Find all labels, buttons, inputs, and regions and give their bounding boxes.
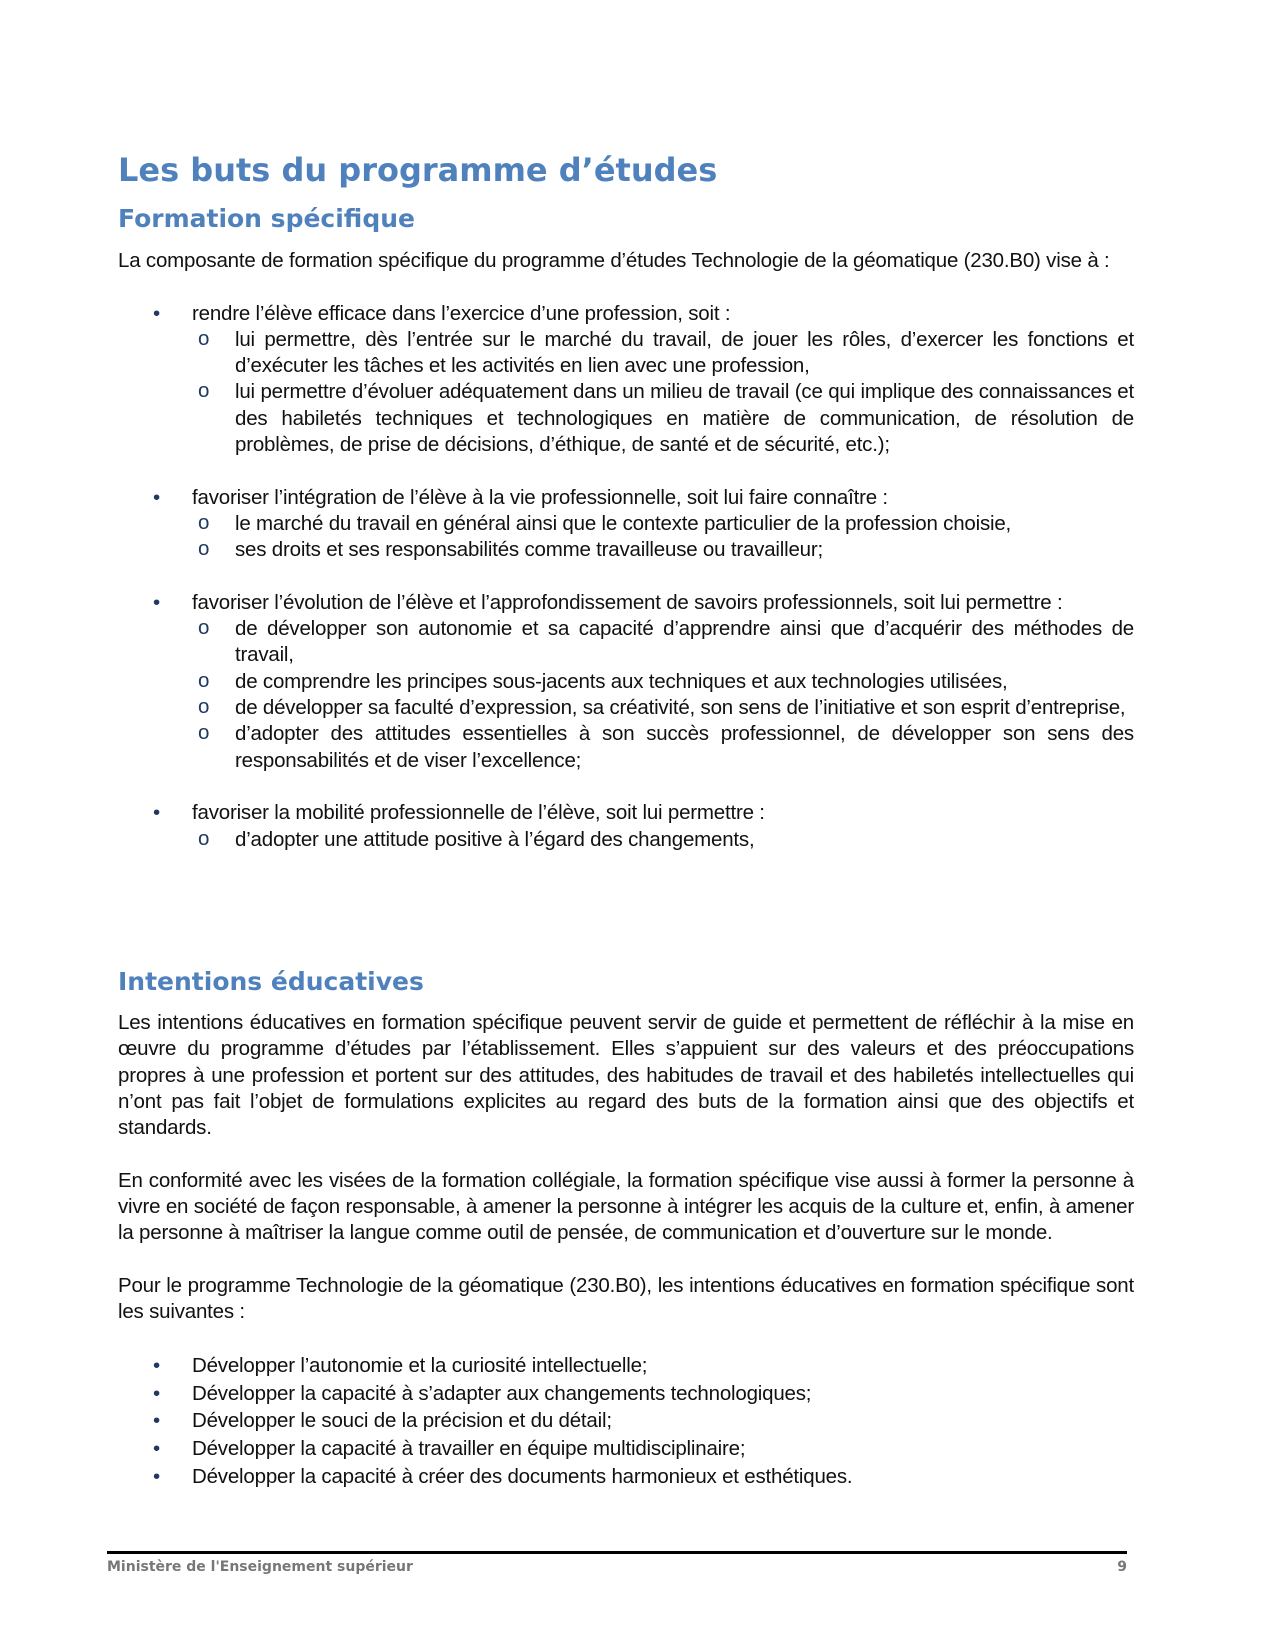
- goal-sub-item: [118, 721, 1134, 774]
- sub-bullet-icon: o: [198, 616, 210, 640]
- list-item-text: de développer son autonomie et sa capacité d’apprendre ainsi que d’acquérir des méthodes de travail,: [235, 617, 1134, 667]
- goal-sub-item: [118, 327, 1134, 380]
- list-item-text: lui permettre d’évoluer adéquatement dans un milieu de travail (ce qui implique des connaissances et des habiletés techniques et technologiques en matière de communication, de résolution de problèmes, de prise de décisions, d’éthique, de santé et de sécurité, etc.);: [235, 380, 1134, 457]
- intentions-list: [118, 1352, 1134, 1491]
- list-item-text: Développer la capacité à s’adapter aux changements technologiques;: [192, 1381, 812, 1405]
- bullet-icon: •: [153, 1353, 160, 1377]
- goal-item: [118, 485, 1134, 511]
- list-item-text: d’adopter une attitude positive à l’égard des changements,: [235, 827, 755, 851]
- list-item-text: ses droits et ses responsabilités comme travailleuse ou travailleur;: [235, 538, 823, 562]
- sub-bullet-icon: o: [198, 695, 210, 719]
- intention-item: [118, 1380, 1134, 1408]
- list-item-text: de développer sa faculté d’expression, sa créativité, son sens de l’initiative et son esprit d’entreprise,: [235, 696, 1126, 720]
- bullet-icon: •: [153, 1437, 160, 1461]
- intention-item: [118, 1352, 1134, 1380]
- intention-item: [118, 1407, 1134, 1435]
- intro-paragraph: La composante de formation spécifique du programme d’études Technologie de la géomatique (230.B0) vise à :: [118, 249, 1110, 272]
- list-item-text: favoriser l’intégration de l’élève à la vie professionnelle, soit lui faire connaître :: [192, 485, 888, 509]
- goals-list: [118, 301, 1134, 853]
- page-number: 9: [1117, 1559, 1127, 1575]
- spacer: [118, 564, 1134, 590]
- bullet-icon: •: [153, 1465, 160, 1489]
- section-intentions-body: [118, 1010, 1134, 1491]
- goal-sub-item: [118, 827, 1134, 853]
- goal-item: [118, 301, 1134, 327]
- page-footer: [107, 1559, 1127, 1575]
- list-item-text: le marché du travail en général ainsi que le contexte particulier de la profession choisie,: [235, 511, 1012, 535]
- goal-sub-item: [118, 379, 1134, 458]
- list-item-text: favoriser l’évolution de l’élève et l’approfondissement de savoirs professionnels, soit lui permettre :: [192, 590, 1063, 614]
- page-title: Les buts du programme d’études: [118, 151, 718, 189]
- section-heading-intentions: Intentions éducatives: [118, 967, 424, 996]
- list-item-text: d’adopter des attitudes essentielles à son succès professionnel, de développer son sens des responsabilités et de viser l’excellence;: [235, 722, 1134, 772]
- goal-sub-item: [118, 695, 1134, 721]
- list-item-text: Développer le souci de la précision et du détail;: [192, 1409, 612, 1433]
- list-item-text: de comprendre les principes sous-jacents aux techniques et aux technologies utilisées,: [235, 669, 1008, 693]
- bullet-icon: •: [153, 1409, 160, 1433]
- goal-sub-item: [118, 616, 1134, 669]
- list-item-text: Développer l’autonomie et la curiosité intellectuelle;: [192, 1353, 648, 1377]
- sub-bullet-icon: o: [198, 510, 210, 534]
- intentions-paragraph-3: Pour le programme Technologie de la géomatique (230.B0), les intentions éducatives en formation spécifique sont les suivantes :: [118, 1273, 1134, 1324]
- bullet-icon: •: [153, 485, 160, 509]
- goal-sub-item: [118, 511, 1134, 537]
- list-item-text: lui permettre, dès l’entrée sur le marché du travail, de jouer les rôles, d’exercer les fonctions et d’exécuter les tâches et les activités en lien avec une profession,: [235, 327, 1134, 378]
- spacer: [118, 458, 1134, 484]
- goal-sub-item: [118, 537, 1134, 563]
- goal-item: [118, 590, 1134, 616]
- list-item-text: rendre l’élève efficace dans l’exercice d’une profession, soit :: [192, 301, 731, 325]
- bullet-icon: •: [153, 801, 160, 825]
- sub-bullet-icon: o: [198, 379, 210, 403]
- sub-bullet-icon: o: [198, 537, 210, 561]
- intentions-paragraph-2: En conformité avec les visées de la formation collégiale, la formation spécifique vise aussi à former la personne à vivre en société de façon responsable, à amener la personne à intégrer les acquis de la culture et, enfin, à amener la personne à maîtriser la langue comme outil de pensée, de communication et d’ouverture sur le monde.: [118, 1168, 1134, 1245]
- list-item-text: Développer la capacité à travailler en équipe multidisciplinaire;: [192, 1437, 746, 1461]
- sub-bullet-icon: o: [198, 721, 210, 745]
- goal-item: [118, 800, 1134, 826]
- intention-item: [118, 1435, 1134, 1463]
- list-item-text: favoriser la mobilité professionnelle de l’élève, soit lui permettre :: [192, 801, 765, 825]
- list-item-text: Développer la capacité à créer des documents harmonieux et esthétiques.: [192, 1465, 853, 1489]
- sub-bullet-icon: o: [198, 668, 210, 692]
- sub-bullet-icon: o: [198, 826, 210, 850]
- sub-bullet-icon: o: [198, 326, 210, 350]
- footer-divider: [107, 1551, 1127, 1554]
- footer-ministry: Ministère de l'Enseignement supérieur: [107, 1559, 413, 1575]
- bullet-icon: •: [153, 1381, 160, 1405]
- intentions-paragraph-1: Les intentions éducatives en formation spécifique peuvent servir de guide et permettent de réfléchir à la mise en œuvre du programme d’études par l’établissement. Elles s’appuient sur des valeurs et des préoccupations propres à une profession et portent sur des attitudes, des habitudes de travail et des habiletés intellectuelles qui n’ont pas fait l’objet de formulations explicites au regard des buts de la formation ainsi que des objectifs et standards.: [118, 1011, 1134, 1140]
- bullet-icon: •: [153, 301, 160, 325]
- section-heading-formation: Formation spécifique: [118, 204, 415, 233]
- intention-item: [118, 1463, 1134, 1491]
- goal-sub-item: [118, 669, 1134, 695]
- bullet-icon: •: [153, 590, 160, 614]
- section-formation-body: [118, 248, 1134, 853]
- spacer: [118, 774, 1134, 800]
